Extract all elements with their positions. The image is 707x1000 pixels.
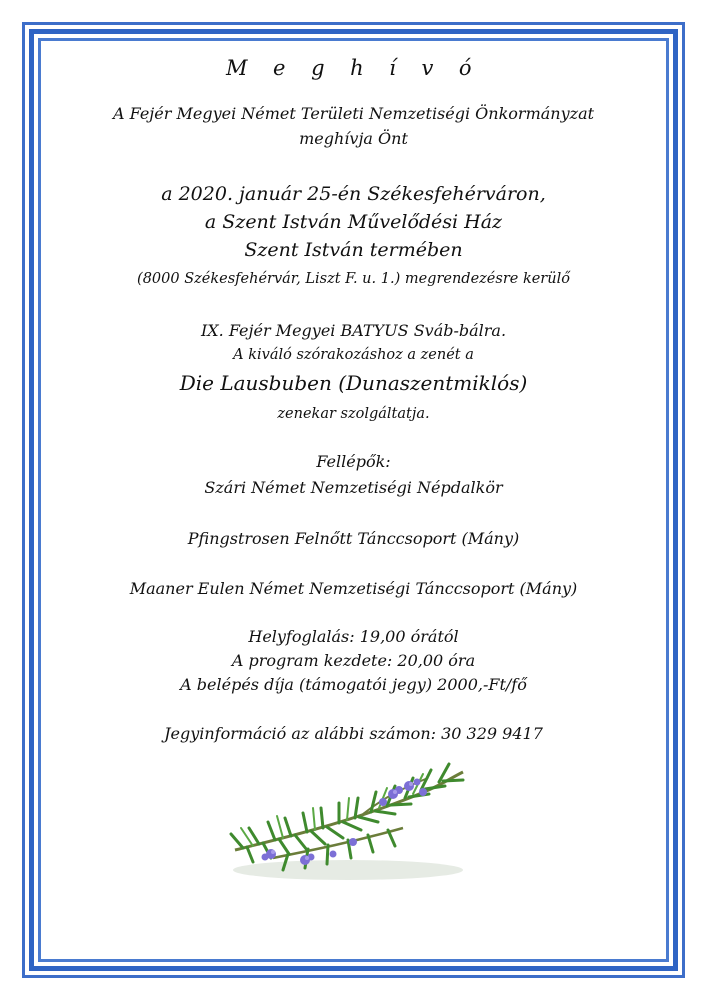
- program-start: A program kezdete: 20,00 óra: [231, 651, 476, 670]
- performers-heading: Fellépők:: [316, 452, 391, 471]
- band-suffix: zenekar szolgáltatja.: [277, 406, 430, 422]
- performer-item: Maaner Eulen Német Nemzetiségi Tánccsoport (Mány): [129, 579, 578, 598]
- performer-item: Szári Német Nemzetiségi Népdalkör: [204, 478, 503, 497]
- entry-fee: A belépés díja (támogatói jegy) 2000,-Ft/fő: [180, 675, 527, 694]
- invitation-title: M e g h í v ó: [225, 56, 482, 80]
- ticket-info: Jegyinformáció az alábbi számon: 30 329 9417: [164, 724, 543, 743]
- performer-item: Pfingstrosen Felnőtt Tánccsoport (Mány): [187, 529, 520, 548]
- venue-line-2: Szent István termében: [244, 239, 463, 261]
- music-intro: A kiváló szórakozáshoz a zenét a: [233, 347, 474, 363]
- address-line: (8000 Székesfehérvár, Liszt F. u. 1.) megrendezésre kerülő: [137, 271, 570, 287]
- event-line: IX. Fejér Megyei BATYUS Sváb-bálra.: [200, 321, 507, 340]
- band-name: Die Lausbuben (Dunaszentmiklós): [179, 371, 528, 395]
- host-line-1: A Fejér Megyei Német Területi Nemzetiségi Önkormányzat: [112, 104, 595, 123]
- seating-time: Helyfoglalás: 19,00 órától: [248, 627, 459, 646]
- host-line-2: meghívja Önt: [299, 129, 408, 148]
- date-line: a 2020. január 25-én Székesfehérváron,: [161, 183, 546, 205]
- venue-line-1: a Szent István Művelődési Ház: [204, 211, 503, 233]
- rosemary-sprig-icon: [213, 758, 483, 888]
